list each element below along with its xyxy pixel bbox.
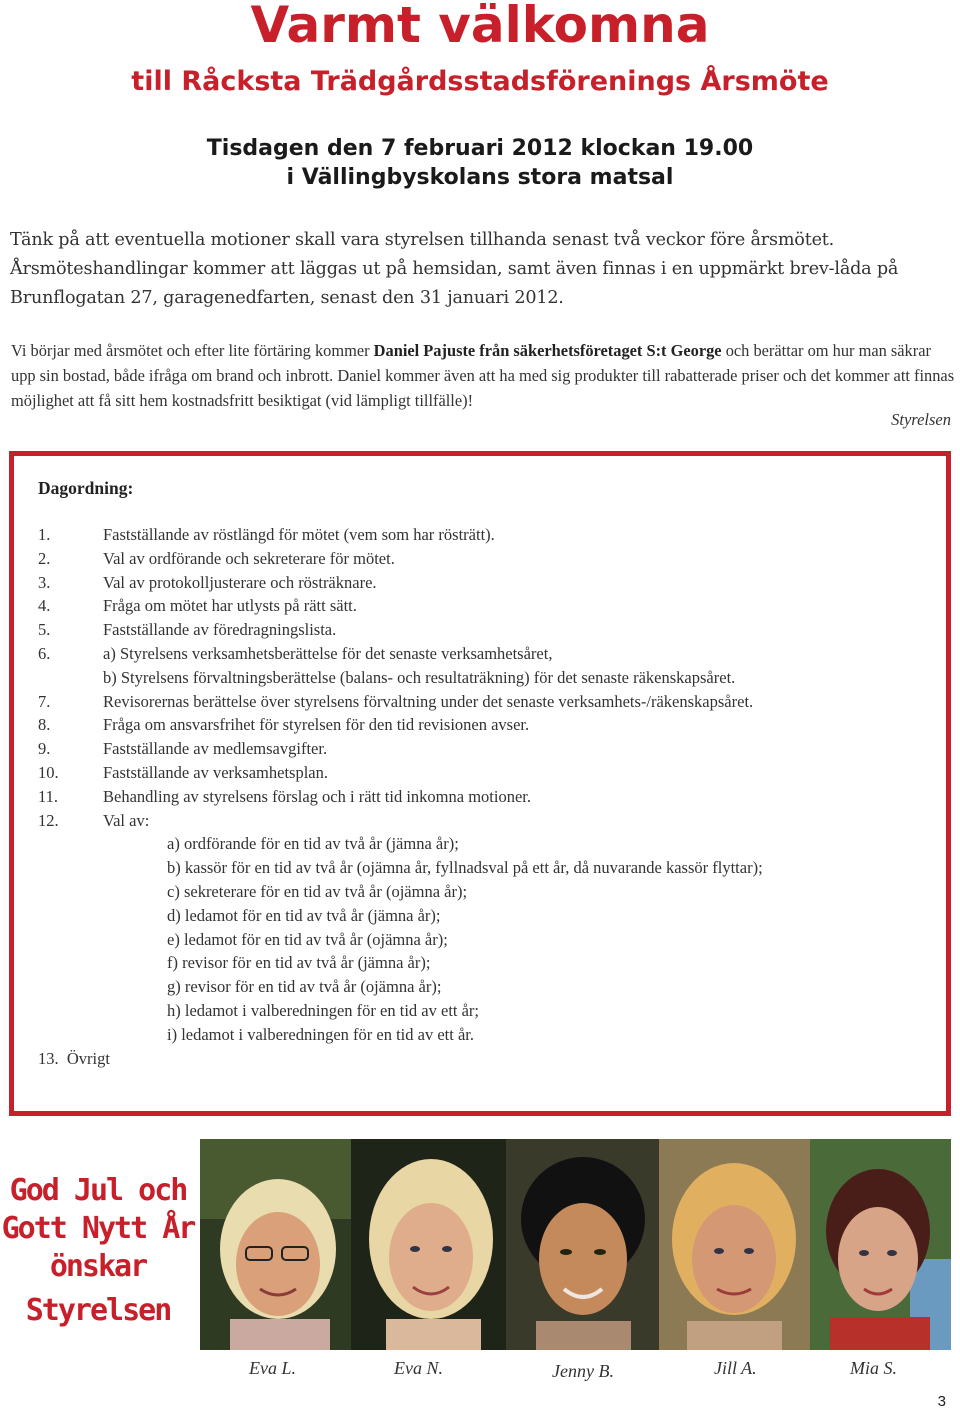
- agenda-sub-item: h) ledamot i valberedningen för en tid av ett år;: [167, 1000, 480, 1020]
- board-member-name: Mia S.: [850, 1358, 897, 1378]
- board-member-name: Eva N.: [394, 1358, 443, 1378]
- agenda-sub-item: g) revisor för en tid av två år (ojämna år);: [167, 977, 442, 997]
- agenda-sub-item: b) kassör för en tid av två år (ojämna år, fyllnadsval på ett år, då nuvarande kassör flyttar);: [167, 858, 763, 878]
- agenda-item-text: Fråga om mötet har utlysts på rätt sätt.: [103, 596, 357, 616]
- agenda-list: [38, 523, 938, 1070]
- agenda-item-number: 1.: [38, 525, 51, 544]
- agenda-box: [9, 451, 951, 1116]
- agenda-item: [38, 713, 938, 737]
- agenda-item-text: Fastställande av föredragningslista.: [103, 620, 337, 640]
- agenda-item-text: Val av:: [103, 810, 150, 830]
- agenda-item-number: 6.: [38, 643, 51, 663]
- agenda-sub-item: c) sekreterare för en tid av två år (ojämna år);: [167, 881, 468, 901]
- message-signature: Styrelsen: [891, 410, 951, 429]
- agenda-item-text: b) Styrelsens förvaltningsberättelse (balans- och resultaträkning) för det senaste räkenskapsåret.: [103, 667, 736, 687]
- agenda-item-text: 13. Övrigt: [38, 1048, 110, 1068]
- agenda-item-number: 12.: [38, 810, 59, 830]
- agenda-sub-item: i) ledamot i valberedningen för en tid av ett år.: [167, 1024, 474, 1044]
- portrait-image: [200, 1139, 351, 1350]
- page-number: 3: [937, 1393, 946, 1410]
- intro-motions-paragraph: Tänk på att eventuella motioner skall vara styrelsen tillhanda senast två veckor före årsmötet.: [10, 230, 835, 250]
- agenda-item-text: Fastställande av medlemsavgifter.: [103, 739, 328, 759]
- agenda-sub-item: e) ledamot för en tid av två år (ojämna år);: [167, 929, 448, 949]
- agenda-item: [38, 642, 938, 666]
- agenda-item-text: Val av ordförande och sekreterare för mötet.: [103, 548, 395, 568]
- greeting-line: önskar: [49, 1249, 147, 1284]
- agenda-item-number: 11.: [38, 786, 59, 806]
- portrait-image: [659, 1139, 810, 1350]
- agenda-item: [38, 547, 938, 571]
- board-member-name: Eva L.: [249, 1358, 296, 1378]
- board-photo: [506, 1139, 659, 1350]
- board-photo: [200, 1139, 351, 1350]
- agenda-item: [38, 594, 938, 618]
- agenda-item: [38, 523, 938, 547]
- portrait-image: [351, 1139, 506, 1350]
- agenda-item: [38, 737, 938, 761]
- board-member-name: Jenny B.: [552, 1361, 614, 1381]
- message-speaker: Daniel Pajuste från säkerhetsföretaget S:t George: [373, 341, 722, 360]
- agenda-item: [38, 690, 938, 714]
- board-photo: [351, 1139, 506, 1350]
- agenda-item-number: 3.: [38, 572, 51, 592]
- agenda-item-number: 8.: [38, 715, 51, 735]
- greeting-line: Gott Nytt År: [1, 1211, 195, 1246]
- board-photo: [810, 1139, 951, 1350]
- agenda-sub-item: a) ordförande för en tid av två år (jämna år);: [167, 834, 459, 854]
- agenda-item: [38, 571, 938, 595]
- agenda-item-number: 9.: [38, 739, 51, 759]
- portrait-image: [810, 1139, 951, 1350]
- agenda-item-number: 10.: [38, 762, 59, 782]
- intro-text: [10, 226, 955, 313]
- greeting-line: God Jul och: [9, 1173, 187, 1208]
- agenda-heading: Dagordning:: [38, 478, 134, 498]
- page-title: Varmt välkomna: [250, 0, 710, 54]
- message-text-end: och berättar om hur man säkrar upp sin bostad, både ifråga om brand och inbrott. Daniel kommer även att ha med sig produkter till rabatterade priser och det kommer att finnas möjlighet att få sitt hem kostnadsfritt besiktigat (vid lämpligt tillfälle)!: [11, 341, 955, 410]
- agenda-item-number: 5.: [38, 620, 51, 640]
- agenda-item-number: 4.: [38, 596, 51, 616]
- agenda-item: [38, 785, 938, 809]
- agenda-item-text: Val av protokolljusterare och rösträknare.: [103, 572, 377, 592]
- portrait-image: [506, 1139, 659, 1350]
- agenda-item-text: Revisorernas berättelse över styrelsens förvaltning under det senaste verksamhets-/räkenskapsåret.: [103, 691, 754, 711]
- agenda-item: [38, 666, 938, 690]
- greeting-signature: Styrelsen: [25, 1293, 171, 1328]
- page-subtitle: till Råcksta Trädgårdsstadsförenings Årsmöte: [131, 66, 829, 97]
- board-photo: [659, 1139, 810, 1350]
- agenda-item-text: Fastställande av verksamhetsplan.: [103, 762, 328, 782]
- agenda-sub-item: d) ledamot för en tid av två år (jämna år);: [167, 905, 441, 925]
- intro-documents-paragraph: Årsmöteshandlingar kommer att läggas ut på hemsidan, samt även finnas i en uppmärkt brev-låda på Brunflogatan 27, garagenedfarten, senast den 31 januari 2012.: [10, 259, 899, 308]
- agenda-item: [38, 618, 938, 642]
- agenda-item-text: Fråga om ansvarsfrihet för styrelsen för den tid revisionen avser.: [103, 715, 530, 735]
- agenda-item-text: Behandling av styrelsens förslag och i rätt tid inkomna motioner.: [103, 786, 532, 806]
- board-photos: [200, 1139, 951, 1350]
- agenda-item-text: Fastställande av röstlängd för mötet (vem som har rösträtt).: [103, 525, 495, 544]
- holiday-greeting: [0, 1172, 196, 1330]
- agenda-sub-item: f) revisor för en tid av två år (jämna år);: [167, 953, 431, 973]
- meeting-date: Tisdagen den 7 februari 2012 klockan 19.00: [206, 136, 754, 161]
- agenda-item-number: 2.: [38, 548, 51, 568]
- agenda-item-text: a) Styrelsens verksamhetsberättelse för det senaste verksamhetsåret,: [103, 643, 553, 663]
- message-text-start: Vi börjar med årsmötet och efter lite förtäring kommer: [11, 341, 374, 360]
- board-member-name: Jill A.: [714, 1358, 757, 1378]
- agenda-item: [38, 809, 938, 833]
- agenda-item: [38, 761, 938, 785]
- meeting-message: [11, 338, 955, 413]
- agenda-item-number: 7.: [38, 691, 51, 711]
- agenda-item-last: [38, 1047, 938, 1071]
- meeting-venue: i Vällingbyskolans stora matsal: [286, 165, 674, 190]
- agenda-item-number: [38, 666, 103, 690]
